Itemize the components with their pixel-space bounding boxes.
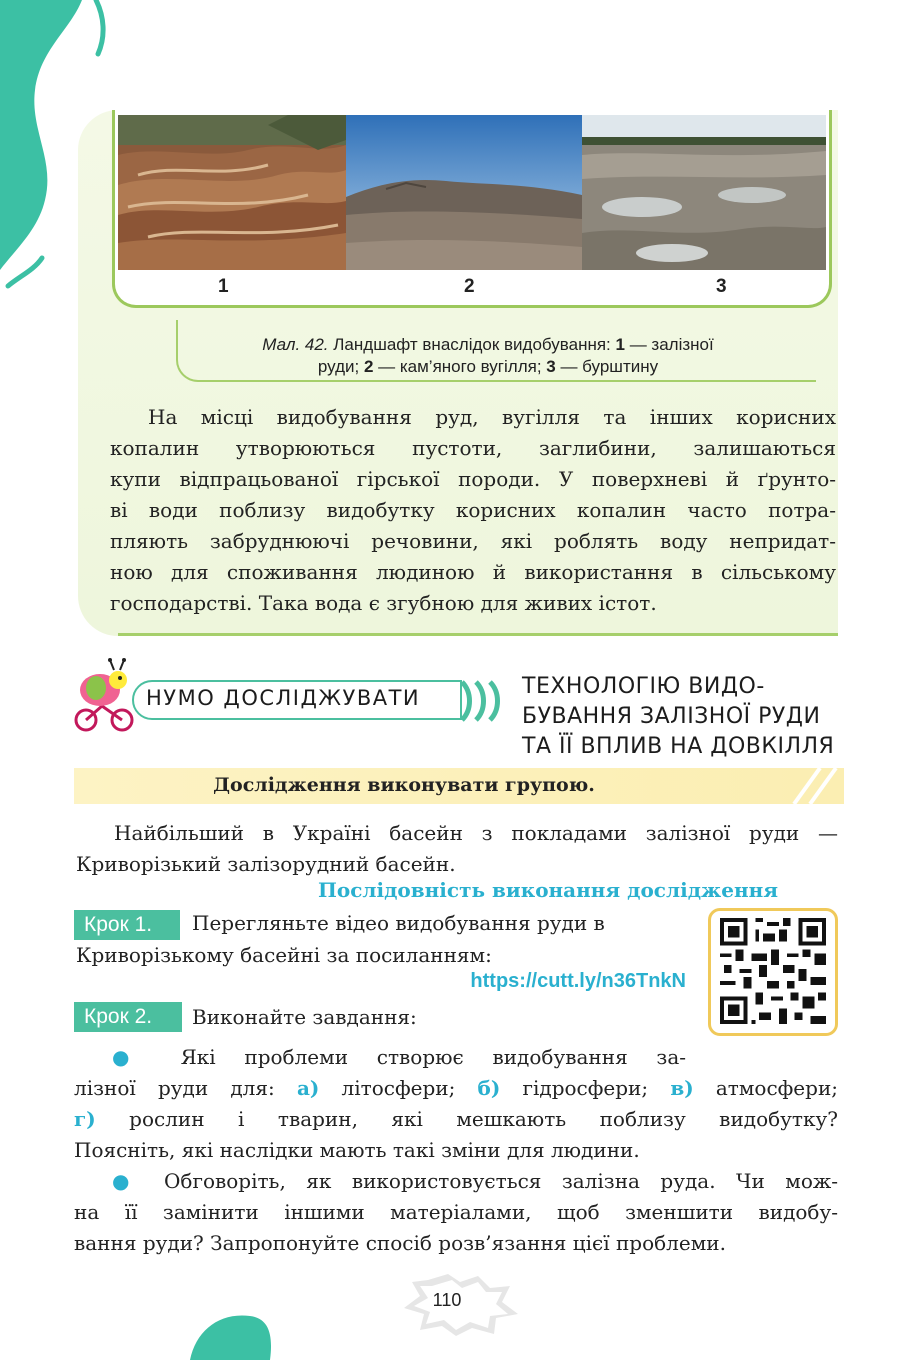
research-banner-label: НУМО ДОСЛІДЖУВАТИ [146, 686, 421, 710]
task-1-line4: Поясніть, які наслідки мають такі зміни для людини. [74, 1138, 640, 1162]
photo-coal-spoil-heap [346, 115, 582, 270]
research-topic-line: ТА ЇЇ ВПЛИВ НА ДОВКІЛЛЯ [522, 734, 835, 759]
video-link[interactable]: https://cutt.ly/n36TnkN [470, 970, 686, 992]
photo-iron-ore-quarry [118, 115, 346, 270]
task-2-line3: вання руди? Запропонуйте спосіб розв’язання цієї проблеми. [74, 1231, 726, 1255]
banner-stripes-icon [458, 680, 508, 722]
task-1-text: гідросфери; [500, 1076, 671, 1100]
step-1-text-line1: Перегляньте відео видобування руди в [192, 911, 605, 935]
figure-caption [188, 334, 788, 378]
sequence-title: Послідовність виконання дослідження [318, 878, 778, 902]
paragraph-line: господарстві. Така вода є згубною для живих істот. [110, 591, 657, 615]
task-1-line1 [74, 1042, 686, 1073]
task-1-line2 [74, 1073, 838, 1104]
paragraph-line: Найбільший в Україні басейн з покладами залізної руди — [114, 821, 838, 845]
task-2-line1 [74, 1166, 838, 1197]
paragraph-kryvyi-rih [76, 818, 838, 880]
task-1-text: Які проблеми створює видобування за- [180, 1045, 687, 1069]
research-topic-line: ТЕХНОЛОГІЮ ВИДО- [522, 674, 765, 699]
bullet-dot-icon: ● [112, 1169, 144, 1193]
mascot-bug-on-bicycle-icon [70, 658, 136, 732]
page-number: 110 [432, 1290, 462, 1310]
task-1-text: рослин і тварин, які мешкають поблизу видобутку? [95, 1107, 838, 1131]
research-topic [522, 672, 852, 762]
decorative-blob-bottom [170, 1290, 280, 1360]
photo-label-1: 1 [218, 276, 229, 297]
photo-label-2: 2 [464, 276, 475, 297]
photo-amber-mining-land [582, 115, 826, 270]
paragraph-line: ві води поблизу видобутку корисних копалин часто потра- [110, 498, 836, 522]
caption-item-3: — бурштину [555, 357, 659, 376]
task-2-line2: на її замінити іншими матеріалами, щоб зменшити видобу- [74, 1200, 838, 1224]
task-1-text: лізної руди для: [74, 1076, 297, 1100]
task-1-line3 [74, 1104, 838, 1135]
task-1-text: атмосфери; [693, 1076, 839, 1100]
paragraph-line: Криворізький залізорудний басейн. [76, 852, 456, 876]
paragraph-line: пляють забруднюючі речовини, які роблять воду непридат- [110, 529, 836, 553]
caption-prefix: Мал. 42. [262, 335, 329, 354]
step-1-badge: Крок 1. [74, 910, 180, 940]
step-2-badge: Крок 2. [74, 1002, 182, 1032]
group-note: Дослідження виконувати групою. [213, 774, 595, 796]
paragraph-line: купи відпрацьованої гірської породи. У поверхневі й ґрунто- [110, 467, 836, 491]
paragraph-line: На місці видобування руд, вугілля та інших корисних [148, 405, 836, 429]
task-list [74, 1042, 838, 1259]
caption-num-2: 2 [363, 357, 374, 376]
step-2-text: Виконайте завдання: [192, 1005, 417, 1029]
option-c: в) [670, 1076, 694, 1100]
task-2-text: Обговоріть, як використовується залізна руда. Чи мож- [164, 1169, 839, 1193]
paragraph-mining-effects [110, 402, 836, 619]
caption-text: Ландшафт внаслідок видобування: [328, 335, 616, 354]
caption-item-1: — залізної [624, 335, 714, 354]
option-a: а) [296, 1076, 320, 1100]
qr-code-icon[interactable] [716, 914, 830, 1028]
option-d: г) [74, 1107, 96, 1131]
caption-item-2: — кам’яного вугілля; [373, 357, 547, 376]
option-b: б) [477, 1076, 501, 1100]
paragraph-line: копалин утворюються пустоти, заглибини, залишаються [110, 436, 836, 460]
caption-num-1: 1 [615, 335, 625, 354]
step-1-text-line2: Криворізькому басейні за посиланням: [76, 943, 492, 967]
caption-item-1b: руди; [317, 357, 364, 376]
research-topic-line: БУВАННЯ ЗАЛІЗНОЇ РУДИ [522, 704, 821, 729]
note-bar-stripes-icon [780, 768, 844, 804]
task-1-text: літосфери; [319, 1076, 478, 1100]
panel-divider [118, 633, 838, 636]
caption-num-3: 3 [546, 357, 556, 376]
photo-label-3: 3 [716, 276, 727, 297]
bullet-dot-icon: ● [112, 1045, 152, 1069]
paragraph-line: ною для споживання людиною й використання в сільському [110, 560, 836, 584]
